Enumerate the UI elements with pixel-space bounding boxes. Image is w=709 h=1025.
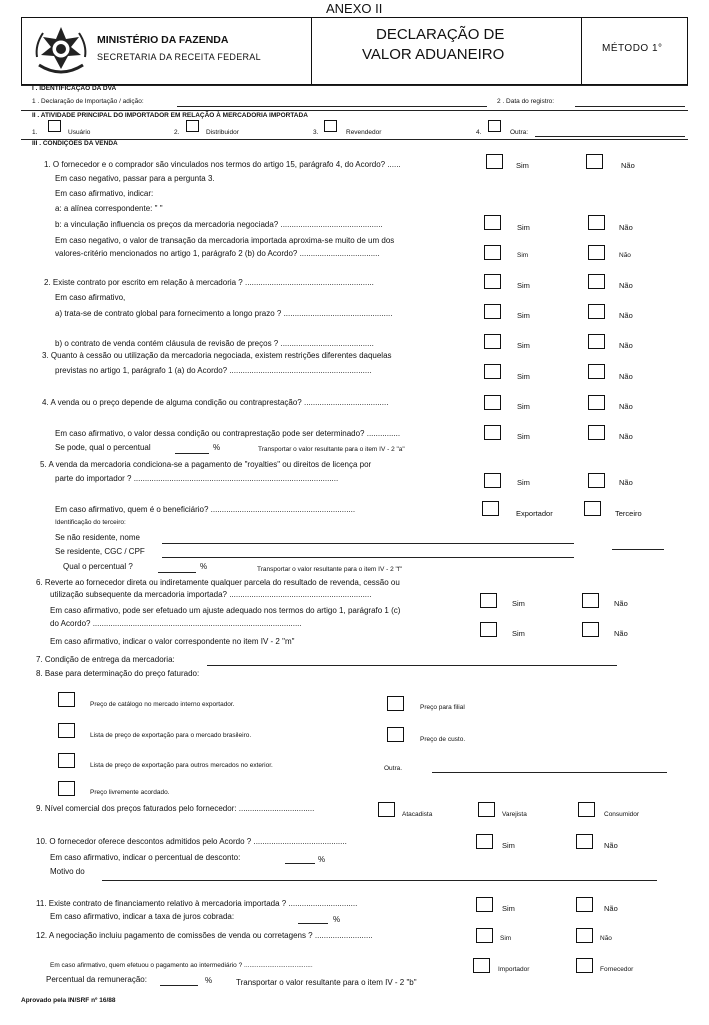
q7-delivery-field[interactable]	[207, 665, 617, 666]
q6-text4: do Acordo? ..............................................................................................	[50, 619, 302, 628]
q4-transport-note: Transportar o valor resultante para o item IV - 2 "a"	[258, 446, 405, 453]
q1-c-text2: valores-critério mencionados no artigo 1, parágrafo 2 (b) do Acordo? ....................................	[55, 249, 380, 258]
q5-nao-checkbox[interactable]	[588, 473, 605, 488]
q1-nao-checkbox[interactable]	[586, 154, 603, 169]
q2-affirmative-note: Em caso afirmativo,	[55, 293, 126, 302]
q7-text: 7. Condição de entrega da mercadoria:	[36, 655, 175, 664]
sim-label: Sim	[517, 402, 530, 411]
q3-text2: previstas no artigo 1, parágrafo 1 (a) do Acordo? ................................................................	[55, 366, 372, 375]
nao-label: Não	[619, 402, 633, 411]
q5-resident-field[interactable]	[162, 557, 574, 558]
importador-label: Importador	[498, 966, 530, 973]
q11-affirmative-text: Em caso afirmativo, indicar a taxa de juros cobrada:	[50, 912, 235, 921]
q12-importador-checkbox[interactable]	[473, 958, 490, 973]
fornecedor-label: Fornecedor	[600, 966, 634, 973]
nao-label: Não	[604, 841, 618, 850]
q4-pct-label: Se pode, qual o percentual	[55, 443, 151, 452]
q12-transport-note: Transportar o valor resultante para o item IV - 2 "b"	[236, 978, 417, 987]
sim-label: Sim	[502, 841, 515, 850]
q6-nao-checkbox[interactable]	[582, 593, 599, 608]
q1-c-text1: Em caso negativo, o valor de transação da mercadoria importada aproxima-se muito de um dos	[55, 236, 395, 245]
q8-text: 8. Base para determinação do preço faturado:	[36, 669, 200, 678]
q9-atacadista-label: Atacadista	[402, 811, 433, 818]
coat-of-arms-icon	[33, 25, 89, 77]
q4-affirmative-text: Em caso afirmativo, o valor dessa condição ou contraprestação pode ser determinado? ...............	[55, 429, 401, 438]
q3-text1: 3. Quanto à cessão ou utilização da mercadoria negociada, existem restrições diferentes daquelas	[42, 351, 392, 360]
header-divider	[311, 17, 312, 85]
sim-label: Sim	[500, 935, 512, 942]
sim-label: Sim	[517, 281, 530, 290]
q8-other-markets-checkbox[interactable]	[58, 753, 75, 768]
form-title-line2: VALOR ADUANEIRO	[362, 46, 505, 63]
form-title-line1: DECLARAÇÃO DE	[376, 26, 505, 43]
q11-nao-checkbox[interactable]	[576, 897, 593, 912]
sim-label: Sim	[516, 161, 529, 170]
q12-nao-checkbox[interactable]	[576, 928, 593, 943]
nao-label: Não	[621, 161, 635, 170]
q4b-nao-checkbox[interactable]	[588, 425, 605, 440]
q11-text: 11. Existe contrato de financiamento relativo à mercadoria importada ? ...............................	[36, 899, 358, 908]
header-divider	[581, 17, 582, 85]
option-revendedor-label: Revendedor	[346, 129, 382, 136]
q1-negative-note: Em caso negativo, passar para a pergunta 3.	[55, 174, 215, 183]
q5-third-id-label: Identificação do terceiro:	[55, 519, 126, 526]
q5-sim-checkbox[interactable]	[484, 473, 501, 488]
option-number: 3.	[313, 129, 319, 136]
q9-varejista-label: Varejista	[502, 811, 527, 818]
q2-sim-checkbox[interactable]	[484, 274, 501, 289]
q1-sim-checkbox[interactable]	[486, 154, 503, 169]
pct-unit: %	[200, 562, 208, 571]
q2-text: 2. Existe contrato por escrito em relação à mercadoria ? ..........................................................	[44, 278, 374, 287]
q6-sim-checkbox[interactable]	[480, 593, 497, 608]
q5-nonresident-label: Se não residente, nome	[55, 533, 140, 542]
sim-label: Sim	[517, 311, 530, 320]
q8-catalog-label: Preço de catálogo no mercado interno exportador.	[90, 701, 235, 708]
sim-label: Sim	[517, 341, 530, 350]
q10-affirmative-text: Em caso afirmativo, indicar o percentual de desconto:	[50, 853, 241, 862]
section2-title: II . ATIVIDADE PRINCIPAL DO IMPORTADOR EM RELAÇÃO À MERCADORIA IMPORTADA	[32, 112, 308, 119]
q8-branch-checkbox[interactable]	[387, 696, 404, 711]
q2a-nao-checkbox[interactable]	[588, 304, 605, 319]
q3-nao-checkbox[interactable]	[588, 364, 605, 379]
q8-cost-label: Preço de custo.	[420, 736, 466, 743]
checkbox-revendedor[interactable]	[324, 120, 337, 132]
nao-label: Não	[600, 935, 612, 942]
nao-label: Não	[619, 432, 633, 441]
q6-text3: Em caso afirmativo, pode ser efetuado um ajuste adequado nos termos do artigo 1, parágrafo 1 (c)	[50, 606, 401, 615]
q2b-nao-checkbox[interactable]	[588, 334, 605, 349]
q6b-nao-checkbox[interactable]	[582, 622, 599, 637]
nao-label: Não	[619, 372, 633, 381]
q9-text: 9. Nível comercial dos preços faturados pelo fornecedor: ..................................	[36, 804, 315, 813]
annex-title: ANEXO II	[326, 1, 383, 16]
checkbox-outra[interactable]	[488, 120, 501, 132]
nao-label: Não	[614, 599, 628, 608]
q1b-sim-checkbox[interactable]	[484, 215, 501, 230]
q10-reason-field[interactable]	[102, 880, 657, 881]
q2-nao-checkbox[interactable]	[588, 274, 605, 289]
q1-text: 1. O fornecedor e o comprador são vinculados nos termos do artigo 15, parágrafo 4, do Acordo? ......	[44, 160, 401, 169]
sim-label: Sim	[517, 372, 530, 381]
q5-pct-field[interactable]	[158, 572, 196, 573]
rule	[21, 139, 688, 140]
q8-branch-label: Preço para filial	[420, 704, 465, 711]
q8-other-markets-label: Lista de preço de exportação para outros mercados no exterior.	[90, 762, 273, 769]
q1c-sim-checkbox[interactable]	[484, 245, 501, 260]
option-usuario-label: Usuário	[68, 129, 91, 136]
nao-label: Não	[619, 311, 633, 320]
method-label: MÉTODO 1°	[602, 43, 663, 54]
nao-label: Não	[619, 281, 633, 290]
sim-label: Sim	[502, 904, 515, 913]
q5-beneficiary-text: Em caso afirmativo, quem é o beneficiário? .................................................................	[55, 505, 356, 514]
checkbox-usuario[interactable]	[48, 120, 61, 132]
pct-unit: %	[318, 855, 326, 864]
option-outra-label: Outra:	[510, 129, 529, 136]
rule	[21, 85, 688, 86]
q4-nao-checkbox[interactable]	[588, 395, 605, 410]
exportador-label: Exportador	[516, 509, 553, 518]
sim-label: Sim	[512, 629, 525, 638]
q8-catalog-checkbox[interactable]	[58, 692, 75, 707]
q12-pct-field[interactable]	[160, 985, 198, 986]
q11-sim-checkbox[interactable]	[476, 897, 493, 912]
q12-affirmative-text: Em caso afirmativo, quem efetuou o pagamento ao intermediário ? ......................................	[50, 962, 313, 969]
q5-exportador-checkbox[interactable]	[482, 501, 499, 516]
q12-sim-checkbox[interactable]	[476, 928, 493, 943]
option-number: 1.	[32, 129, 38, 136]
q8-other-field[interactable]	[432, 772, 667, 773]
nao-label: Não	[619, 252, 631, 259]
q4-sim-checkbox[interactable]	[484, 395, 501, 410]
q9-varejista-checkbox[interactable]	[478, 802, 495, 817]
nao-label: Não	[614, 629, 628, 638]
q9-consumidor-checkbox[interactable]	[578, 802, 595, 817]
q8-agreed-checkbox[interactable]	[58, 781, 75, 796]
pct-unit: %	[205, 976, 213, 985]
q5-text1: 5. A venda da mercadoria condiciona-se a pagamento de "royalties" ou direitos de licença por	[40, 460, 372, 469]
sim-label: Sim	[512, 599, 525, 608]
q8-cost-checkbox[interactable]	[387, 727, 404, 742]
q1c-nao-checkbox[interactable]	[588, 245, 605, 260]
q10-reason-label: Motivo do	[50, 867, 85, 876]
section1-title: I . IDENTIFICAÇÃO DA DVA	[32, 85, 117, 92]
q8-other-label: Outra.	[384, 765, 403, 772]
pct-unit: %	[333, 915, 341, 924]
q5-nonresident-field[interactable]	[162, 543, 574, 544]
q8-agreed-label: Preço livremente acordado.	[90, 789, 170, 796]
q6-text1: 6. Reverte ao fornecedor direta ou indiretamente qualquer parcela do resultado de revenda, cessão ou	[36, 578, 400, 587]
outra-field[interactable]	[535, 136, 685, 137]
q2b-sim-checkbox[interactable]	[484, 334, 501, 349]
q1b-nao-checkbox[interactable]	[588, 215, 605, 230]
sim-label: Sim	[517, 478, 530, 487]
q5-resident-label: Se residente, CGC / CPF	[55, 547, 145, 556]
footer-approval: Aprovado pela IN/SRF nº 16/88	[21, 997, 116, 1004]
import-decl-field[interactable]	[177, 106, 487, 107]
reg-date-label: 2 . Data do registro:	[497, 98, 555, 105]
q1-a-text: a: a alínea correspondente: " "	[55, 204, 163, 213]
option-number: 2.	[174, 129, 180, 136]
q9-consumidor-label: Consumidor	[604, 811, 640, 818]
q2a-sim-checkbox[interactable]	[484, 304, 501, 319]
q12-fornecedor-checkbox[interactable]	[576, 958, 593, 973]
q11-rate-field[interactable]	[298, 923, 328, 924]
q5-pct-label: Qual o percentual ?	[63, 562, 133, 571]
q12-text: 12. A negociação incluiu pagamento de comissões de venda ou corretagens ? ..........................	[36, 931, 373, 940]
import-decl-label: 1 . Declaração de Importação / adição:	[32, 98, 144, 105]
q4-pct-field[interactable]	[175, 453, 209, 454]
pct-unit: %	[213, 443, 221, 452]
q9-atacadista-checkbox[interactable]	[378, 802, 395, 817]
q3-sim-checkbox[interactable]	[484, 364, 501, 379]
q4-text: 4. A venda ou o preço depende de alguma condição ou contraprestação? ......................................	[42, 398, 389, 407]
ministry-name: MINISTÉRIO DA FAZENDA	[97, 34, 229, 46]
q12-pct-label: Percentual da remuneração:	[46, 975, 147, 984]
nao-label: Não	[604, 904, 618, 913]
q6b-sim-checkbox[interactable]	[480, 622, 497, 637]
rule	[21, 110, 688, 111]
q5-extra-field[interactable]	[612, 549, 664, 550]
option-number: 4.	[476, 129, 482, 136]
q6-text2: utilização subsequente da mercadoria importada? ................................................................	[50, 590, 372, 599]
q8-export-list-checkbox[interactable]	[58, 723, 75, 738]
q2-b-text: b) o contrato de venda contém cláusula de revisão de preços ? ..........................................	[55, 339, 374, 348]
sim-label: Sim	[517, 252, 529, 259]
reg-date-field[interactable]	[575, 106, 685, 107]
q5-text2: parte do importador ? ............................................................................................	[55, 474, 339, 483]
q10-nao-checkbox[interactable]	[576, 834, 593, 849]
q1-affirmative-note: Em caso afirmativo, indicar:	[55, 189, 154, 198]
nao-label: Não	[619, 341, 633, 350]
sim-label: Sim	[517, 432, 530, 441]
q1-b-text: b: a vinculação influencia os preços da mercadoria negociada? ..............................................	[55, 220, 383, 229]
q10-text: 10. O fornecedor oferece descontos admitidos pelo Acordo ? ..........................................	[36, 837, 347, 846]
q5-terceiro-checkbox[interactable]	[584, 501, 601, 516]
q2-a-text: a) trata-se de contrato global para fornecimento a longo prazo ? .................................................	[55, 309, 393, 318]
nao-label: Não	[619, 223, 633, 232]
option-distribuidor-label: Distribuidor	[206, 129, 239, 136]
checkbox-distribuidor[interactable]	[186, 120, 199, 132]
secretariat-name: SECRETARIA DA RECEITA FEDERAL	[97, 52, 261, 62]
nao-label: Não	[619, 478, 633, 487]
q10-sim-checkbox[interactable]	[476, 834, 493, 849]
sim-label: Sim	[517, 223, 530, 232]
q10-pct-field[interactable]	[285, 863, 315, 864]
q8-export-list-label: Lista de preço de exportação para o mercado brasileiro.	[90, 732, 252, 739]
section3-title: III . CONDIÇÕES DA VENDA	[32, 140, 118, 147]
q5-transport-note: Transportar o valor resultante para o item IV - 2 "f"	[257, 566, 402, 573]
terceiro-label: Terceiro	[615, 509, 642, 518]
q6-text5: Em caso afirmativo, indicar o valor correspondente no item IV - 2 "m"	[50, 637, 295, 646]
q4b-sim-checkbox[interactable]	[484, 425, 501, 440]
header-frame	[21, 17, 688, 85]
